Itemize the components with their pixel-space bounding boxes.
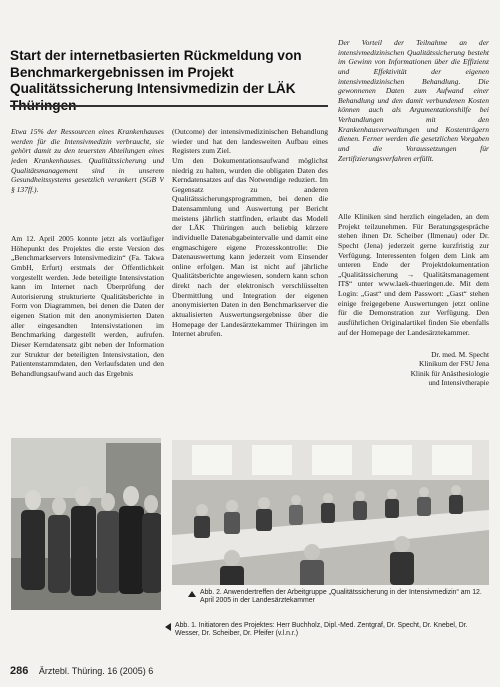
- article-title: Start der internetbasierten Rückmeldung von Benchmarkergebnissen im Projekt Qualitätssicherung Intensivmedizin der LÄK Thüringen: [10, 48, 302, 113]
- photo-user-meeting-image: [172, 440, 489, 585]
- author-affiliation-3: und Intensivtherapie: [428, 378, 489, 388]
- column-2-text: (Outcome) der intensivmedizinischen Behandlung wieder und hat den landesweiten Aufbau eines Registers zum Ziel. Um den Dokumentationsaufwand möglichst niedrig zu halten, wurden die obligaten Daten des Kerndatensatzes auf das Notwendige reduziert. Im Gegensatz zu anderen Qualitätssicherungsprogrammen, bei denen die Datensammlung und Auswertung per Bericht meistens jährlich stattfinden, erlaubt das Modell der LÄK Thüringen auch beliebig kürzere individuelle Datenabgabeintervalle und damit eine engmaschigere eigene Prozesskontrolle: Die Datenauswertung kann jederzeit vom Einsender online erfolgen. Man ist nicht auf jährliche Qualitätsberichte angewiesen, sondern kann schon direkt nach der elektronisch verschlüsselten Übermittlung und Integration der eigenen anonymisierten Daten in den Benchmarkserver die aktualisierten Auswertungsergebnisse über die Homepage der Landesärztekammer Thüringen im Internet abrufen.: [172, 127, 328, 339]
- author-affiliation-1: Klinikum der FSU Jena: [418, 359, 489, 369]
- column-3-text: Alle Kliniken sind herzlich eingeladen, an dem Projekt teilzunehmen. Für Beratungsgespräche stehen ihnen Dr. Scheiber (Ilmenau) oder Dr. Specht (Jena) jederzeit gerne kurzfristig zur Verfügung. Interessenten folgen dem Link am unteren Ende der Projektdokumentation „Qualitätssicherung → Qualitätsmanagement IT$“ unter www.laek-thueringen.de. Mit dem Login: „Gast“ und dem Passwort: „Gast“ stehen einige freigegebene Auswertungen jetzt online für die Demonstration zur Verfügung. Den ausführlichen Originalartikel finden Sie ebenfalls auf der Homepage der Landesärztekammer.: [338, 212, 489, 337]
- photo-initiators-image: [11, 438, 161, 610]
- column-3-italic-text: Der Vorteil der Teilnahme an der intensivmedizinischen Qualitätssicherung besteht im Gewinn von Informationen über die Effizienz und Effektivität der eigenen intensivmedizinischen Behandlung. Die gewonnenen Daten zum Aufwand einer Behandlung und den damit verbundenen Kosten können auch als Argumentationshilfe bei Verhandlungen mit den Krankenhausverwaltungen und Kostenträgern dienen. Ferner werden die gesetzlichen Vorgaben und die Voraussetzungen für Zertifizierungsverfahren erfüllt.: [338, 38, 489, 163]
- caption-2-arrow-icon: [188, 591, 196, 597]
- journal-reference: Ärztebl. Thüring. 16 (2005) 6: [38, 666, 154, 676]
- intro-paragraph: Etwa 15% der Ressourcen eines Krankenhauses werden für die Intensivmedizin verbraucht, sie gehört damit zu den teuersten Abteilungen eines jeden Krankenhauses. Qualitätssicherung und Qualitätsmanagement sind in unserem Gesundheitssystems gesetzlich verankert (SGB V § 137ff.).: [11, 127, 164, 194]
- caption-abb-1: Abb. 1. Initiatoren des Projektes: Herr Buchholz, Dipl.-Med. Zentgraf, Dr. Specht, Dr. Knebel, Dr. Wesser, Dr. Scheiber, Dr. Pfeifer (v.l.n.r.): [175, 622, 468, 638]
- author-affiliation-2: Klinik für Anästhesiologie: [410, 368, 489, 378]
- page-number: 286: [10, 665, 29, 677]
- column-1-text: Am 12. April 2005 konnte jetzt als vorläufiger Höhepunkt des Projektes die erste Version des „Benchmarkservers Intensivmedizin“ (Fa. Takwa GmbH, Erfurt) erstmals der Öffentlichkeit vorgestellt werden. Jede beteiligte Intensivstation kann im Internet nach Überprüfung der Autorisierung strukturierte Qualitätsberichte in Form von Diagrammen, bei denen die Daten der eigenen Station mit den anonymisierten Daten aller eingesandten Intensivstationen im Benchmarking dargestellt werden, aufrufen. Dieser Kerndatensatz gibt neben der Information zur Struktur der beteiligten Intensivstation, den Patientenstammdaten, den Verlaufsdaten und den Behandlungsaufwand auch das Ergebnis: [11, 234, 164, 378]
- photo-user-meeting: [172, 440, 489, 585]
- author-name: Dr. med. M. Specht: [431, 350, 489, 359]
- page-footer: [10, 665, 153, 677]
- photo-initiators: [11, 438, 161, 610]
- caption-abb-2: Abb. 2. Anwendertreffen der Arbeitgruppe „Qualitätssicherung in der Intensivmedizin“ am 12. April 2005 in der Landesärztekammer: [200, 589, 482, 605]
- title-rule: [10, 105, 328, 107]
- caption-1-arrow-icon: [165, 623, 171, 631]
- author-signature: [330, 350, 489, 388]
